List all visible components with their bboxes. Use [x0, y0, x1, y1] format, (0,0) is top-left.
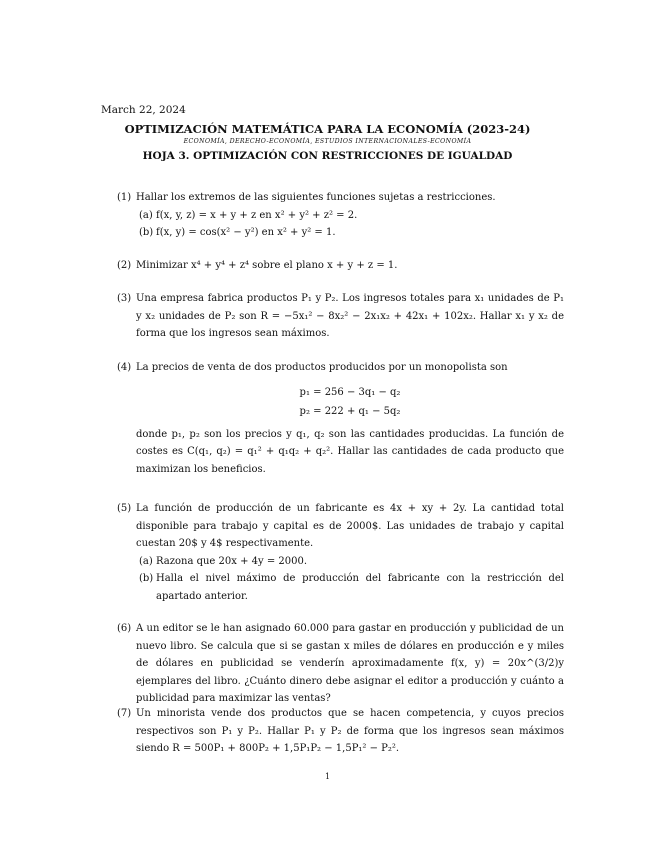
document-date: March 22, 2024	[101, 104, 186, 116]
sheet-title: HOJA 3. OPTIMIZACIÓN CON RESTRICCIONES DE IGUALDAD	[142, 150, 513, 162]
item-label: (b)	[139, 573, 154, 585]
problem-text: Hallar los extremos de las siguientes funciones sujetas a restricciones.	[136, 192, 496, 203]
item-label: (b)	[139, 227, 154, 239]
page-number: 1	[324, 772, 331, 781]
equation-block	[118, 383, 564, 421]
item-text: Halla el nivel máximo de producción del fabricante con la restricción del apartado anterior.	[156, 573, 564, 602]
problem-text: Un minorista vende dos productos que se hacen competencia, y cuyos precios respectivos son P₁ y P₂. Hallar P₁ y P₂ de forma que los ingresos sean máximos siendo R = 500P₁ + 800P₂ + 1,5P₁P₂ − 1,5P₁² − P₂².	[136, 708, 564, 755]
problem-number: (4)	[117, 362, 132, 373]
course-title: OPTIMIZACIÓN MATEMÁTICA PARA LA ECONOMÍA (2023-24)	[124, 122, 531, 136]
problem-1	[118, 189, 564, 242]
problem-5	[118, 500, 564, 606]
problem-item	[118, 570, 564, 605]
problem-number: (2)	[117, 260, 132, 271]
problem-text-continued: donde p₁, p₂ son los precios y q₁, q₂ son las cantidades producidas. La función de costes es C(q₁, q₂) = q₁² + q₁q₂ + q₂². Hallar las cantidades de cada producto que maximizan los beneficios.	[136, 428, 564, 475]
item-text: Razona que 20x + 4y = 2000.	[156, 555, 308, 567]
problem-number: (5)	[117, 503, 132, 514]
problem-item	[118, 207, 564, 225]
problem-text: Una empresa fabrica productos P₁ y P₂. Los ingresos totales para x₁ unidades de P₁ y x₂ unidades de P₂ son R = −5x₁² − 8x₂² − 2x₁x₂ + 42x₁ + 102x₂. Hallar x₁ y x₂ de forma que los ingresos sean máximos.	[136, 293, 564, 340]
problem-text: Minimizar x⁴ + y⁴ + z⁴ sobre el plano x + y + z = 1.	[136, 260, 398, 271]
problem-6	[118, 620, 564, 708]
equation: p₁ = 256 − 3q₁ − q₂	[299, 386, 401, 398]
problem-text: A un editor se le han asignado 60.000 para gastar en producción y publicidad de un nuevo libro. Se calcula que si se gastan x miles de dólares en producción e y miles de dólares en publicidad se venderín aproximadamente f(x, y) = 20x^(3/2)y ejemplares del libro. ¿Cuánto dinero debe asignar el editor a producción y cuánto a publicidad para maximizar las ventas?	[136, 623, 564, 705]
problem-text: La precios de venta de dos productos producidos por un monopolista son	[136, 362, 508, 373]
item-text: f(x, y, z) = x + y + z en x² + y² + z² = 2.	[156, 209, 358, 221]
course-subtitle: ECONOMÍA, DERECHO-ECONOMÍA, ESTUDIOS INTERNACIONALES-ECONOMÍA	[183, 138, 472, 145]
equation: p₂ = 222 + q₁ − 5q₂	[299, 405, 401, 417]
problem-item	[118, 553, 564, 571]
problem-number: (1)	[117, 192, 132, 203]
problem-number: (6)	[117, 623, 132, 634]
item-text: f(x, y) = cos(x² − y²) en x² + y² = 1.	[156, 227, 336, 239]
problem-7	[118, 705, 564, 758]
problem-2	[118, 257, 564, 275]
problem-number: (7)	[117, 708, 132, 719]
problem-3	[118, 290, 564, 343]
item-label: (a)	[139, 555, 153, 567]
item-label: (a)	[139, 209, 153, 221]
problem-item	[118, 224, 564, 242]
problem-4	[118, 359, 564, 478]
problem-text: La función de producción de un fabricante es 4x + xy + 2y. La cantidad total disponible para trabajo y capital es de 2000$. Las unidades de trabajo y capital cuestan 20$ y 4$ respectivamente.	[136, 503, 564, 550]
problem-number: (3)	[117, 293, 132, 304]
